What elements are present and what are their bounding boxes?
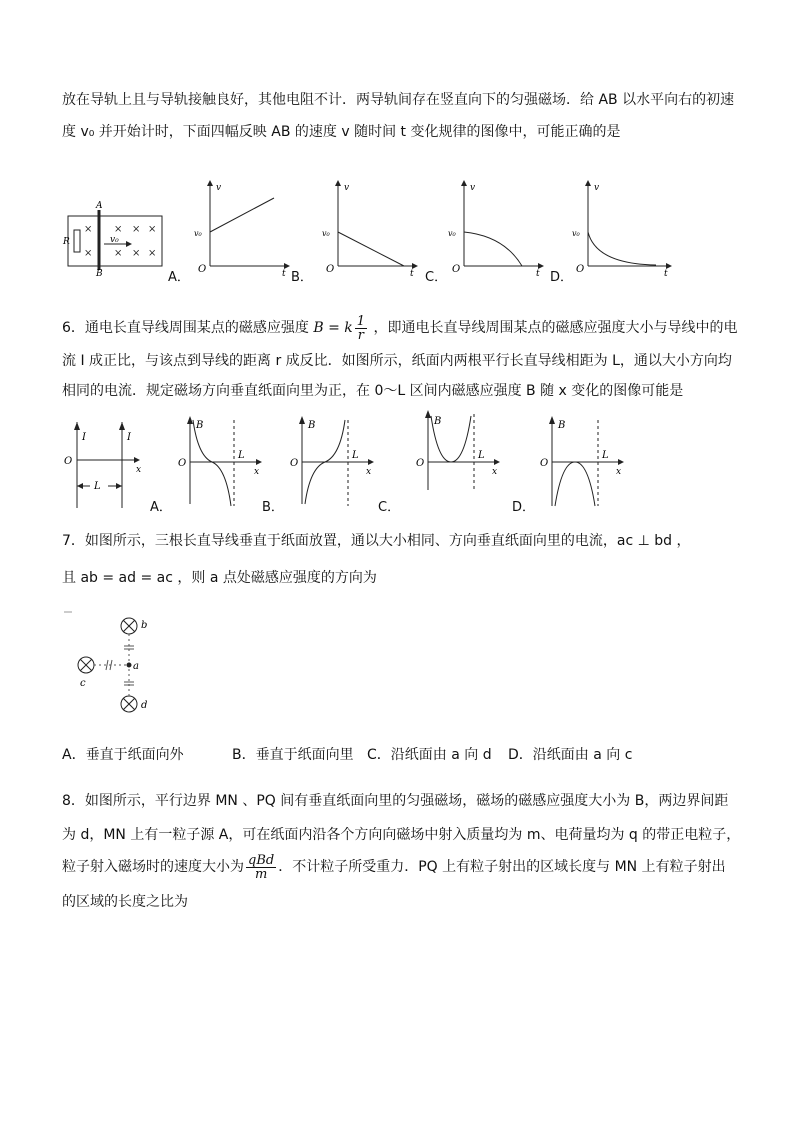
q8-velocity-rest: ．不计粒子所受重力．PQ 上有粒子射出的区域长度与 MN 上有粒子射出 — [278, 859, 726, 875]
q5-graph-c — [448, 180, 544, 280]
svg-text:×: × — [84, 248, 93, 259]
svg-text:B: B — [558, 420, 566, 431]
q6-graph-b — [288, 416, 378, 510]
svg-text:v: v — [216, 183, 222, 193]
q6-intro: 6．通电长直导线周围某点的磁感应强度 — [62, 320, 309, 336]
svg-text:x: x — [366, 467, 372, 477]
q6-fraction — [355, 315, 367, 342]
svg-text:d: d — [141, 700, 148, 711]
svg-text:×: × — [114, 224, 123, 235]
svg-text:L: L — [352, 450, 359, 461]
svg-text:I: I — [127, 432, 131, 443]
q6-option-a: A． — [150, 500, 172, 515]
q7-text-line2: 且 ab = ad = ac ，则 a 点处磁感应强度的方向为 — [62, 570, 377, 586]
q5-graph-d — [572, 180, 672, 280]
svg-text:c: c — [80, 678, 86, 689]
svg-text:O: O — [290, 458, 299, 469]
svg-text:t: t — [410, 269, 414, 279]
q6-formula: B = k — [313, 320, 353, 336]
q6-graph-c — [414, 410, 504, 494]
q6-option-c: C． — [378, 500, 401, 515]
q6-text-line1 — [62, 312, 738, 344]
svg-text:x: x — [616, 467, 622, 477]
q8-frac-den: m — [254, 866, 268, 882]
svg-text:L: L — [238, 450, 245, 461]
q6-graph-a — [176, 416, 266, 510]
svg-text:t: t — [536, 269, 540, 279]
svg-text:L: L — [478, 450, 485, 461]
q5-option-a: A． — [168, 270, 190, 285]
svg-text:B: B — [434, 416, 442, 427]
svg-text:×: × — [114, 248, 123, 259]
q5-option-c: C． — [425, 270, 448, 285]
q8-velocity-intro: 粒子射入磁场时的速度大小为 — [62, 859, 244, 875]
svg-text:×: × — [132, 248, 141, 259]
svg-text:v₀: v₀ — [448, 229, 456, 238]
svg-text:v: v — [594, 183, 600, 193]
q6-text-line3: 相同的电流．规定磁场方向垂直纸面向里为正，在 0～L 区间内磁感应强度 B 随 x 变化的图像可能是 — [62, 383, 684, 399]
svg-text:I: I — [82, 432, 86, 443]
q7-choice-b: B．垂直于纸面向里 — [232, 747, 354, 763]
svg-text:O: O — [576, 264, 585, 275]
svg-text:B: B — [308, 420, 316, 431]
q5-circuit-figure — [62, 198, 166, 276]
q7-text-line1: 7．如图所示，三根长直导线垂直于纸面放置，通以大小相同、方向垂直纸面向里的电流，ac ⊥ bd ， — [62, 533, 691, 549]
q8-frac-num: qBd — [248, 852, 275, 868]
svg-text:v₀: v₀ — [322, 229, 330, 238]
svg-text:b: b — [141, 620, 148, 631]
svg-text:B: B — [96, 269, 103, 276]
q8-text-line3 — [62, 850, 726, 884]
q7-choice-c: C．沿纸面由 a 向 d — [367, 747, 492, 763]
q5-text-line2: 度 v₀ 并开始计时，下面四幅反映 AB 的速度 v 随时间 t 变化规律的图像中，可能正确的是 — [62, 124, 621, 140]
svg-text:×: × — [84, 224, 93, 235]
q5-option-d: D． — [550, 270, 574, 285]
q5-graph-b — [322, 180, 418, 280]
q7-choice-d: D．沿纸面由 a 向 c — [508, 747, 633, 763]
q6-frac-num: 1 — [356, 313, 366, 329]
svg-text:R: R — [63, 237, 70, 247]
svg-text:v₀: v₀ — [194, 229, 202, 238]
svg-text:O: O — [198, 264, 207, 275]
q5-text-line1: 放在导轨上且与导轨接触良好，其他电阻不计．两导轨间存在竖直向下的匀强磁场．给 AB 以水平向右的初速 — [62, 92, 735, 108]
svg-text:L: L — [94, 481, 101, 492]
q8-text-line4: 的区域的长度之比为 — [62, 894, 188, 910]
svg-text:O: O — [64, 456, 73, 467]
svg-text:x: x — [136, 465, 142, 475]
q6-graph-d — [538, 416, 628, 510]
q5-option-b: B． — [291, 270, 313, 285]
svg-text:x: x — [492, 467, 498, 477]
q8-velocity-fraction — [246, 854, 276, 881]
q6-wires-figure — [62, 418, 152, 512]
q6-text-line2: 流 I 成正比，与该点到导线的距离 r 成反比．如图所示，纸面内两根平行长直导线相距为 L，通以大小方向均 — [62, 353, 732, 369]
svg-text:x: x — [254, 467, 260, 477]
q6-frac-den: r — [357, 327, 365, 343]
q6-option-b: B． — [262, 500, 284, 515]
svg-text:B: B — [196, 420, 204, 431]
svg-text:×: × — [132, 224, 141, 235]
svg-text:v: v — [344, 183, 350, 193]
svg-text:O: O — [326, 264, 335, 275]
svg-text:t: t — [664, 269, 668, 279]
q5-graph-a — [194, 180, 290, 280]
svg-text:O: O — [416, 458, 425, 469]
svg-text:v₀: v₀ — [572, 229, 580, 238]
svg-text:a: a — [133, 661, 139, 672]
svg-text:t: t — [282, 269, 286, 279]
svg-text:×: × — [148, 248, 157, 259]
q6-intro-rest: ，即通电长直导线周围某点的磁感应强度大小与导线中的电 — [373, 320, 738, 336]
q8-text-line2: 为 d，MN 上有一粒子源 A，可在纸面内沿各个方向向磁场中射入质量均为 m、电荷量均为 q 的带正电粒子， — [62, 827, 741, 843]
q7-choice-a: A．垂直于纸面向外 — [62, 747, 184, 763]
svg-text:A: A — [96, 201, 103, 211]
q7-wires-figure — [62, 608, 172, 716]
svg-text:L: L — [602, 450, 609, 461]
svg-text:v₀: v₀ — [110, 235, 119, 245]
svg-text:O: O — [178, 458, 187, 469]
svg-text:O: O — [452, 264, 461, 275]
q6-option-d: D． — [512, 500, 536, 515]
svg-text:×: × — [148, 224, 157, 235]
svg-text:O: O — [540, 458, 549, 469]
svg-text:v: v — [470, 183, 476, 193]
q8-text-line1: 8．如图所示，平行边界 MN 、PQ 间有垂直纸面向里的匀强磁场，磁场的磁感应强度大小为 B，两边界间距 — [62, 793, 729, 809]
